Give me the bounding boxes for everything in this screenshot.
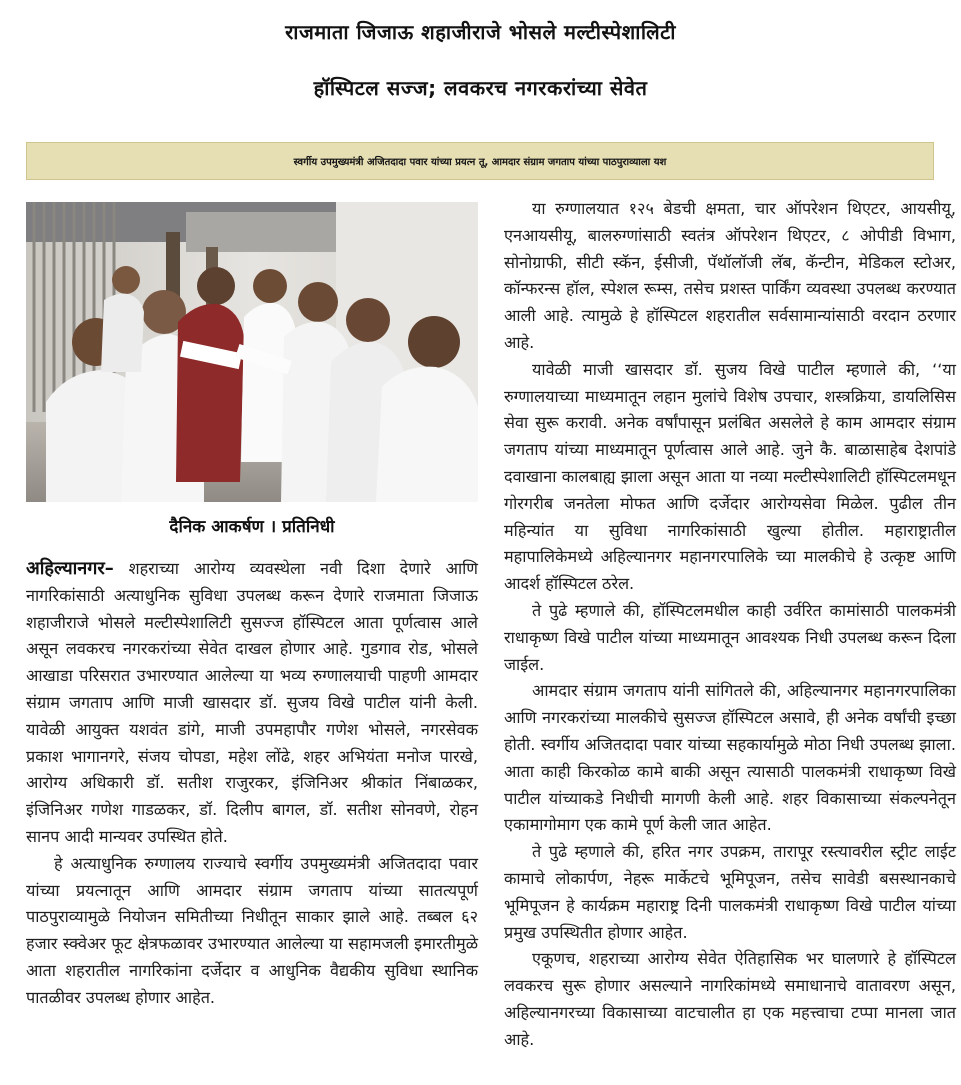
article-paragraph: हे अत्याधुनिक रुग्णालय राज्याचे स्वर्गीय उपमुख्यमंत्री अजितदादा पवार यांच्या प्रयत्नातून आणि आमदार संग्राम जगताप यांच्या सातत्यपूर्ण पाठपुराव्यामुळे नियोजन समितीच्या निधीतून साकार झाले आहे. तब्बल ६२ हजार स्क्वेअर फूट क्षेत्रफळावर उभारण्यात आलेल्या या सहामजली इमारतीमुळे आता शहरातील नागरिकांना दर्जेदार व आधुनिक वैद्यकीय सुविधा स्थानिक पातळीवर उपलब्ध होणार आहेत. xyxy=(26,853,478,1007)
article-paragraph: एकूणच, शहराच्या आरोग्य सेवेत ऐतिहासिक भर घालणारे हे हॉस्पिटल लवकरच सुरू होणार असल्याने नागरिकांमध्ये समाधानाचे वातावरण असून, अहिल्यानगरच्या विकासाच्या वाटचालीत हा एक महत्त्वाचा टप्पा मानला जात आहे. xyxy=(504,949,956,1049)
article-paragraph: यावेळी माजी खासदार डॉ. सुजय विखे पाटील म्हणाले की, ‘‘या रुग्णालयाच्या माध्यमातून लहान मुलांचे विशेष उपचार, शस्त्रक्रिया, डायलिसिस सेवा सुरू करावी. अनेक वर्षांपासून प्रलंबित असलेले हे काम आमदार संग्राम जगताप यांच्या माध्यमातून पूर्णत्वास आले आहे. जुने कै. बाळासाहेब देशपांडे दवाखाना कालबाह्य झाला असून आता या नव्या मल्टीस्पेशालिटी हॉस्पिटलमधून गोरगरीब जनतेला मोफत आणि दर्जेदार आरोग्यसेवा मिळेल. पुढील तीन महिन्यांत या सुविधा नागरिकांसाठी खुल्या होतील. महाराष्ट्रातील महापालिकेमध्ये अहिल्यानगर महानगरपालिके च्या मालकीचे हे उत्कृष्ट आणि आदर्श हॉस्पिटल ठरेल. xyxy=(504,359,956,594)
article-paragraph: ते पुढे म्हणाले की, हरित नगर उपक्रम, तारापूर रस्त्यावरील स्ट्रीट लाईट कामाचे लोकार्पण, नेहरू मार्केटचे भूमिपूजन, तसेच सावेडी बसस्थानकाचे भूमिपूजन हे कार्यक्रम महाराष्ट्र दिनी पालकमंत्री राधाकृष्ण विखे पाटील यांच्या प्रमुख उपस्थितीत होणार आहेत. xyxy=(504,842,956,942)
headline-line-1: राजमाता जिजाऊ शहाजीराजे भोसले मल्टीस्पेशालिटी xyxy=(285,20,676,44)
article-paragraph: या रुग्णालयात १२५ बेडची क्षमता, चार ऑपरेशन थिएटर, आयसीयू, एनआयसीयू, बालरुग्णांसाठी स्वतंत्र ऑपरेशन थिएटर, ८ ओपीडी विभाग, सोनोग्राफी, सीटी स्कॅन, ईसीजी, पॅथॉलॉजी लॅब, कॅन्टीन, मेडिकल स्टोअर, कॉन्फरन्स हॉल, स्पेशल रूम्स, तसेच प्रशस्त पार्किंग व्यवस्था उपलब्ध करण्यात आली आहे. त्यामुळे हे हॉस्पिटल शहरातील सर्वसामान्यांसाठी वरदान ठरणार आहे. xyxy=(504,199,956,352)
paragraph-text: शहराच्या आरोग्य व्यवस्थेला नवी दिशा देणारे आणि नागरिकांसाठी अत्याधुनिक सुविधा उपलब्ध करून देणारे राजमाता जिजाऊ शहाजीराजे भोसले मल्टीस्पेशालिटी सुसज्ज हॉस्पिटल आता पूर्णत्वास आले असून लवकरच नगरकरांच्या सेवेत दाखल होणार आहे. गुडगाव रोड, भोसले आखाडा परिसरात उभारण्यात आलेल्या या भव्य रुग्णालयाची पाहणी आमदार संग्राम जगताप आणि माजी खासदार डॉ. सुजय विखे पाटील यांनी केली. यावेळी आयुक्त यशवंत डांगे, माजी उपमहापौर गणेश भोसले, नगरसेवक प्रकाश भागानगरे, संजय चोपडा, महेश लोंढे, शहर अभियंता मनोज पारखे, आरोग्य अधिकारी डॉ. सतीश राजुरकर, इंजिनिअर श्रीकांत निंबाळकर, इंजिनिअर गणेश गाडळकर, डॉ. दिलीप बागल, डॉ. सतीश सोनवणे, रोहन सानप आदी मान्यवर उपस्थित होते. xyxy=(26,559,479,846)
headline-line-2: हॉस्पिटल सज्ज; लवकरच नगरकरांच्या सेवेत xyxy=(313,76,648,100)
article-left-column xyxy=(26,556,478,1012)
article-paragraph: आमदार संग्राम जगताप यांनी सांगितले की, अहिल्यानगर महानगरपालिका आणि नगरकरांच्या मालकीचे सुसज्ज हॉस्पिटल असावे, ही अनेक वर्षांची इच्छा होती. स्वर्गीय अजितदादा पवार यांच्या सहकार्यामुळे मोठा निधी उपलब्ध झाला. आता काही किरकोळ कामे बाकी असून त्यासाठी पालकमंत्री राधाकृष्ण विखे पाटील यांच्याकडे निधीची मागणी केली आहे. शहर विकासाच्या संकल्पनेतून एकामागोमाग एक कामे पूर्ण केली जात आहेत. xyxy=(504,681,956,835)
news-photo xyxy=(26,202,478,502)
subheadline-banner: स्वर्गीय उपमुख्यमंत्री अजितदादा पवार यांच्या प्रयत्न तू, आमदार संग्राम जगताप यांच्या पाठपुराव्याला यश xyxy=(26,142,934,180)
article-paragraph: ते पुढे म्हणाले की, हॉस्पिटलमधील काही उर्वरित कामांसाठी पालकमंत्री राधाकृष्ण विखे पाटील यांच्या माध्यमातून आवश्यक निधी उपलब्ध करून दिला जाईल. xyxy=(504,600,956,674)
photo-credit: दैनिक आकर्षण । प्रतिनिधी xyxy=(169,517,335,537)
article-paragraph xyxy=(26,556,478,851)
headline xyxy=(0,4,961,116)
dateline: अहिल्यानगर– xyxy=(26,558,114,579)
article-right-column xyxy=(504,196,956,1054)
